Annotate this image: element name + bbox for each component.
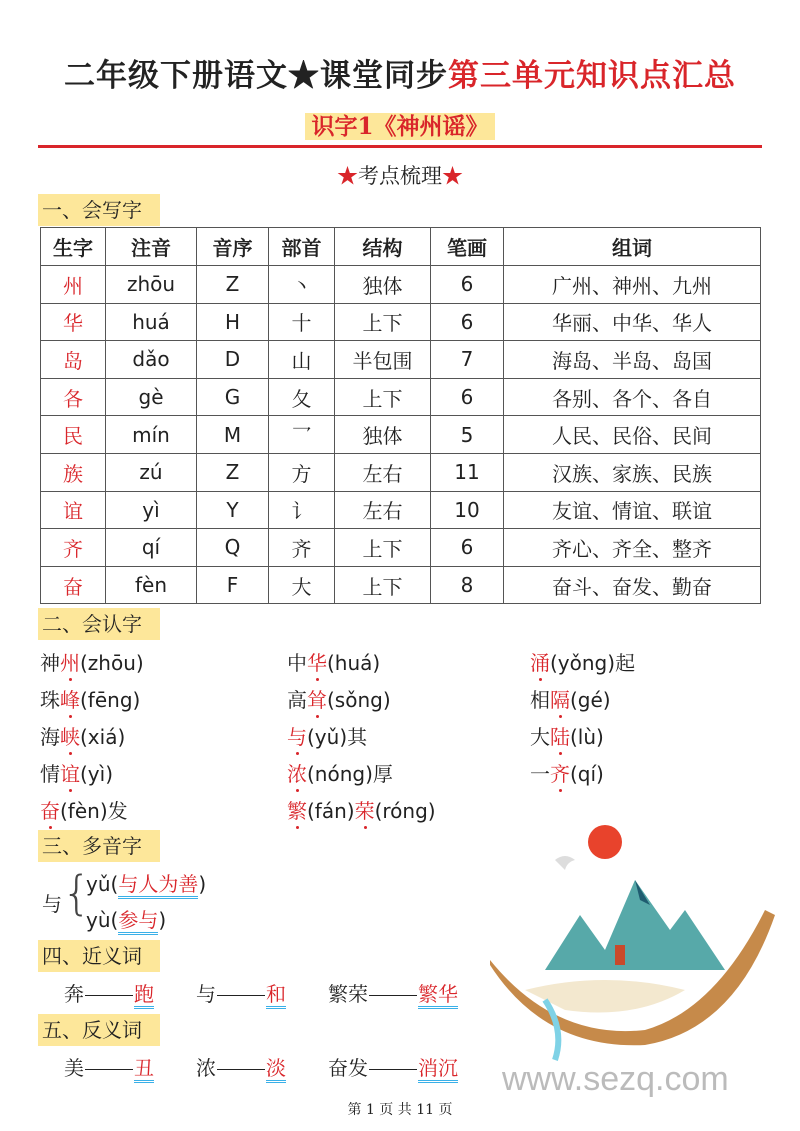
column-header: 注音 bbox=[106, 228, 197, 266]
table-cell: 左右 bbox=[335, 491, 431, 529]
pinyin: (xiá) bbox=[80, 725, 126, 749]
watermark: www.sezq.com bbox=[502, 1060, 729, 1098]
table-row bbox=[41, 341, 761, 379]
lesson-title bbox=[0, 108, 800, 141]
table-cell: 方 bbox=[269, 453, 335, 491]
pinyin: (gé) bbox=[570, 688, 611, 712]
table-row bbox=[41, 529, 761, 567]
answer-word: 丑 bbox=[134, 1056, 154, 1083]
table-cell: fèn bbox=[106, 566, 197, 604]
answer-word: 和 bbox=[266, 982, 286, 1009]
table-cell: 上下 bbox=[335, 529, 431, 567]
table-cell: 汉族、家族、民族 bbox=[504, 453, 761, 491]
column-header: 生字 bbox=[41, 228, 106, 266]
table-cell: 海岛、半岛、岛国 bbox=[504, 341, 761, 379]
antonym-pair bbox=[328, 1052, 458, 1081]
table-cell: 齐 bbox=[269, 529, 335, 567]
recognize-item bbox=[530, 684, 611, 713]
reading-pinyin: yù bbox=[86, 908, 111, 932]
table-cell: Y bbox=[197, 491, 269, 529]
table-cell: 奋 bbox=[41, 566, 106, 604]
section-3-heading: 三、多音字 bbox=[38, 830, 160, 862]
synonym-pair bbox=[196, 978, 286, 1007]
table-cell: 6 bbox=[431, 378, 504, 416]
pinyin: (sǒng) bbox=[327, 688, 391, 712]
table-cell: Z bbox=[197, 266, 269, 304]
reading-2: yù(参与) bbox=[86, 904, 166, 933]
pinyin: (huá) bbox=[327, 651, 381, 675]
crane-icon bbox=[555, 856, 575, 870]
answer-word: 消沉 bbox=[418, 1056, 458, 1083]
plain-char: 发 bbox=[107, 799, 128, 823]
recognize-item bbox=[40, 795, 128, 824]
section-heading bbox=[0, 160, 800, 190]
table-cell: 大 bbox=[269, 566, 335, 604]
plain-char: 相 bbox=[530, 688, 550, 712]
table-cell: 6 bbox=[431, 266, 504, 304]
table-row bbox=[41, 491, 761, 529]
page-title bbox=[0, 50, 800, 95]
pagoda bbox=[615, 945, 625, 965]
reading-word: 与人为善 bbox=[118, 872, 198, 899]
table-cell: 各别、各个、各自 bbox=[504, 378, 761, 416]
plain-char: 中 bbox=[287, 651, 307, 675]
table-cell: F bbox=[197, 566, 269, 604]
recognize-item bbox=[530, 721, 604, 750]
target-char: 耸 bbox=[307, 688, 327, 712]
reading-word: 参与 bbox=[118, 908, 158, 935]
word: 浓 bbox=[196, 1056, 216, 1080]
column-header: 笔画 bbox=[431, 228, 504, 266]
target-char: 奋 bbox=[40, 799, 60, 823]
table-cell: 人民、民俗、民间 bbox=[504, 416, 761, 454]
star-icon: ★ bbox=[442, 164, 463, 188]
pinyin: (nóng) bbox=[307, 762, 373, 786]
word: 与 bbox=[196, 982, 216, 1006]
table-cell: 乛 bbox=[269, 416, 335, 454]
table-cell: 谊 bbox=[41, 491, 106, 529]
title-red: 第三单元知识点汇总 bbox=[448, 58, 736, 94]
answer-word: 淡 bbox=[266, 1056, 286, 1083]
mountains bbox=[545, 880, 725, 970]
target-char: 繁 bbox=[287, 799, 307, 823]
table-cell: dǎo bbox=[106, 341, 197, 379]
antonym-pair bbox=[196, 1052, 286, 1081]
lesson-title-text: 识字1《神州谣》 bbox=[305, 113, 494, 140]
table-cell: 齐心、齐全、整齐 bbox=[504, 529, 761, 567]
table-cell: H bbox=[197, 303, 269, 341]
table-cell: 齐 bbox=[41, 529, 106, 567]
pinyin: (yì) bbox=[80, 762, 113, 786]
target-char: 峡 bbox=[60, 725, 80, 749]
table-cell: 独体 bbox=[335, 416, 431, 454]
table-cell: 岛 bbox=[41, 341, 106, 379]
table-cell: D bbox=[197, 341, 269, 379]
table-cell: M bbox=[197, 416, 269, 454]
section-5-heading: 五、反义词 bbox=[38, 1014, 160, 1046]
landscape-illustration bbox=[485, 820, 785, 1070]
title-black: 二年级下册语文★课堂同步 bbox=[64, 58, 448, 94]
writing-table bbox=[40, 227, 761, 604]
plain-char: 起 bbox=[615, 651, 636, 675]
table-cell: 广州、神州、九州 bbox=[504, 266, 761, 304]
table-cell: 上下 bbox=[335, 378, 431, 416]
pinyin: (yǔ) bbox=[307, 725, 348, 749]
brace: { bbox=[62, 866, 92, 920]
table-cell: 民 bbox=[41, 416, 106, 454]
page-footer: 第 1 页 共 11 页 bbox=[347, 1102, 453, 1118]
target-char: 涌 bbox=[530, 651, 550, 675]
target-char: 峰 bbox=[60, 688, 80, 712]
table-cell: 上下 bbox=[335, 303, 431, 341]
table-cell: huá bbox=[106, 303, 197, 341]
section-1-heading: 一、会写字 bbox=[38, 194, 160, 226]
antonym-pair bbox=[64, 1052, 154, 1081]
table-cell: 丶 bbox=[269, 266, 335, 304]
column-header: 组词 bbox=[504, 228, 761, 266]
pinyin: (zhōu) bbox=[80, 651, 144, 675]
dash bbox=[217, 995, 265, 996]
table-cell: zú bbox=[106, 453, 197, 491]
table-cell: G bbox=[197, 378, 269, 416]
table-cell: yì bbox=[106, 491, 197, 529]
column-header: 结构 bbox=[335, 228, 431, 266]
table-cell: Z bbox=[197, 453, 269, 491]
table-cell: gè bbox=[106, 378, 197, 416]
table-cell: 7 bbox=[431, 341, 504, 379]
section-heading-text: 考点梳理 bbox=[358, 164, 442, 188]
synonym-pair bbox=[328, 978, 458, 1007]
plain-char: 其 bbox=[347, 725, 368, 749]
word: 繁荣 bbox=[328, 982, 368, 1006]
dash bbox=[369, 1069, 417, 1070]
pinyin: (fēng) bbox=[80, 688, 141, 712]
target-char: 州 bbox=[60, 651, 80, 675]
divider bbox=[38, 145, 762, 148]
recognize-item bbox=[287, 795, 436, 824]
answer-word: 跑 bbox=[134, 982, 154, 1009]
synonym-pair bbox=[64, 978, 154, 1007]
dash bbox=[369, 995, 417, 996]
section-2-heading: 二、会认字 bbox=[38, 608, 160, 640]
dash bbox=[85, 995, 133, 996]
dash bbox=[217, 1069, 265, 1070]
section-4-heading: 四、近义词 bbox=[38, 940, 160, 972]
recognize-item bbox=[40, 684, 140, 713]
plain-char: 厚 bbox=[372, 762, 393, 786]
target-char: 浓 bbox=[287, 762, 307, 786]
target-char: 荣 bbox=[354, 799, 375, 823]
word: 奔 bbox=[64, 982, 84, 1006]
polyphone-char: 与 bbox=[42, 892, 62, 916]
recognize-item bbox=[40, 758, 113, 787]
table-cell: 华丽、中华、华人 bbox=[504, 303, 761, 341]
table-cell: 州 bbox=[41, 266, 106, 304]
table-row bbox=[41, 378, 761, 416]
table-cell: 讠 bbox=[269, 491, 335, 529]
table-cell: zhōu bbox=[106, 266, 197, 304]
recognize-item bbox=[287, 684, 391, 713]
table-cell: mín bbox=[106, 416, 197, 454]
recognize-item bbox=[530, 758, 604, 787]
pinyin: (róng) bbox=[374, 799, 436, 823]
plain-char: 神 bbox=[40, 651, 60, 675]
star-icon: ★ bbox=[337, 164, 358, 188]
table-cell: Q bbox=[197, 529, 269, 567]
dash bbox=[85, 1069, 133, 1070]
recognize-item bbox=[287, 647, 380, 676]
pinyin: (fán) bbox=[307, 799, 355, 823]
table-row bbox=[41, 416, 761, 454]
table-cell: 华 bbox=[41, 303, 106, 341]
recognize-item bbox=[530, 647, 635, 676]
table-row bbox=[41, 266, 761, 304]
table-cell: 5 bbox=[431, 416, 504, 454]
plain-char: 珠 bbox=[40, 688, 60, 712]
table-row bbox=[41, 566, 761, 604]
target-char: 华 bbox=[307, 651, 327, 675]
word: 奋发 bbox=[328, 1056, 368, 1080]
pinyin: (lù) bbox=[570, 725, 604, 749]
plain-char: 大 bbox=[530, 725, 550, 749]
word: 美 bbox=[64, 1056, 84, 1080]
table-row bbox=[41, 303, 761, 341]
table-cell: 10 bbox=[431, 491, 504, 529]
reading-pinyin: yǔ bbox=[86, 872, 111, 896]
column-header: 部首 bbox=[269, 228, 335, 266]
recognize-item bbox=[287, 721, 367, 750]
recognize-item bbox=[287, 758, 393, 787]
table-cell: 十 bbox=[269, 303, 335, 341]
target-char: 隔 bbox=[550, 688, 570, 712]
plain-char: 情 bbox=[40, 762, 60, 786]
target-char: 齐 bbox=[550, 762, 570, 786]
recognize-item bbox=[40, 647, 144, 676]
plain-char: 一 bbox=[530, 762, 550, 786]
table-cell: 上下 bbox=[335, 566, 431, 604]
sun-icon bbox=[588, 825, 622, 859]
table-cell: 8 bbox=[431, 566, 504, 604]
table-cell: 独体 bbox=[335, 266, 431, 304]
pinyin: (yǒng) bbox=[550, 651, 616, 675]
target-char: 与 bbox=[287, 725, 307, 749]
plain-char: 海 bbox=[40, 725, 60, 749]
pinyin: (fèn) bbox=[60, 799, 108, 823]
table-cell: 6 bbox=[431, 303, 504, 341]
table-cell: 各 bbox=[41, 378, 106, 416]
pinyin: (qí) bbox=[570, 762, 604, 786]
table-cell: 奋斗、奋发、勤奋 bbox=[504, 566, 761, 604]
table-row bbox=[41, 453, 761, 491]
table-cell: 左右 bbox=[335, 453, 431, 491]
table-cell: 友谊、情谊、联谊 bbox=[504, 491, 761, 529]
answer-word: 繁华 bbox=[418, 982, 458, 1009]
table-cell: qí bbox=[106, 529, 197, 567]
target-char: 陆 bbox=[550, 725, 570, 749]
column-header: 音序 bbox=[197, 228, 269, 266]
table-cell: 山 bbox=[269, 341, 335, 379]
plain-char: 高 bbox=[287, 688, 307, 712]
table-cell: 夂 bbox=[269, 378, 335, 416]
reading-1: yǔ(与人为善) bbox=[86, 868, 206, 897]
table-cell: 半包围 bbox=[335, 341, 431, 379]
table-cell: 6 bbox=[431, 529, 504, 567]
recognize-item bbox=[40, 721, 125, 750]
table-cell: 11 bbox=[431, 453, 504, 491]
table-cell: 族 bbox=[41, 453, 106, 491]
target-char: 谊 bbox=[60, 762, 80, 786]
